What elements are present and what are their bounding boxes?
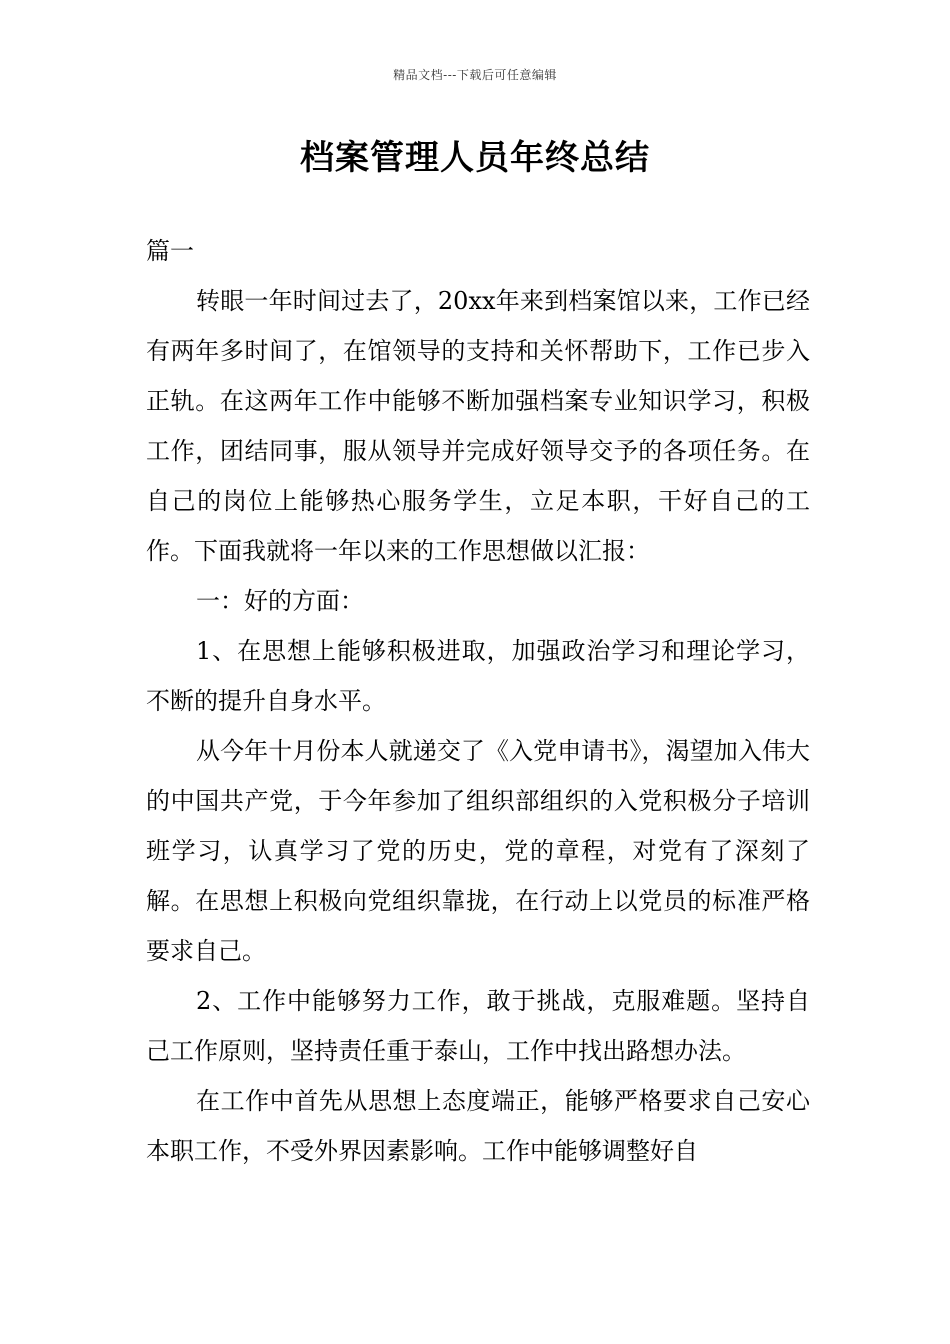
section-label: 篇一 [146, 237, 194, 265]
heading-good-aspects: 一：好的方面： [196, 587, 364, 615]
document-body [146, 226, 810, 1176]
paragraph-work-attitude: 在工作中首先从思想上态度端正，能够严格要求自己安心本职工作，不受外界因素影响。工作中能够调整好自 [146, 1087, 810, 1165]
header-note: 精品文档---下载后可任意编辑 [393, 68, 557, 82]
paragraph-point-2: 2、工作中能够努力工作，敢于挑战，克服难题。坚持自己工作原则，坚持责任重于泰山，工作中找出路想办法。 [146, 987, 810, 1065]
paragraph-point-1: 1、在思想上能够积极进取，加强政治学习和理论学习，不断的提升自身水平。 [146, 637, 810, 715]
paragraph-party-application: 从今年十月份本人就递交了《入党申请书》，渴望加入伟大的中国共产党，于今年参加了组织部组织的入党积极分子培训班学习，认真学习了党的历史，党的章程，对党有了深刻了解。在思想上积极向党组织靠拢，在行动上以党员的标准严格要求自己。 [146, 737, 810, 965]
document-title: 档案管理人员年终总结 [300, 138, 650, 178]
paragraph-intro: 转眼一年时间过去了，20xx年来到档案馆以来，工作已经有两年多时间了，在馆领导的支持和关怀帮助下，工作已步入正轨。在这两年工作中能够不断加强档案专业知识学习，积极工作，团结同事，服从领导并完成好领导交予的各项任务。在自己的岗位上能够热心服务学生，立足本职，干好自己的工作。下面我就将一年以来的工作思想做以汇报： [146, 287, 810, 565]
